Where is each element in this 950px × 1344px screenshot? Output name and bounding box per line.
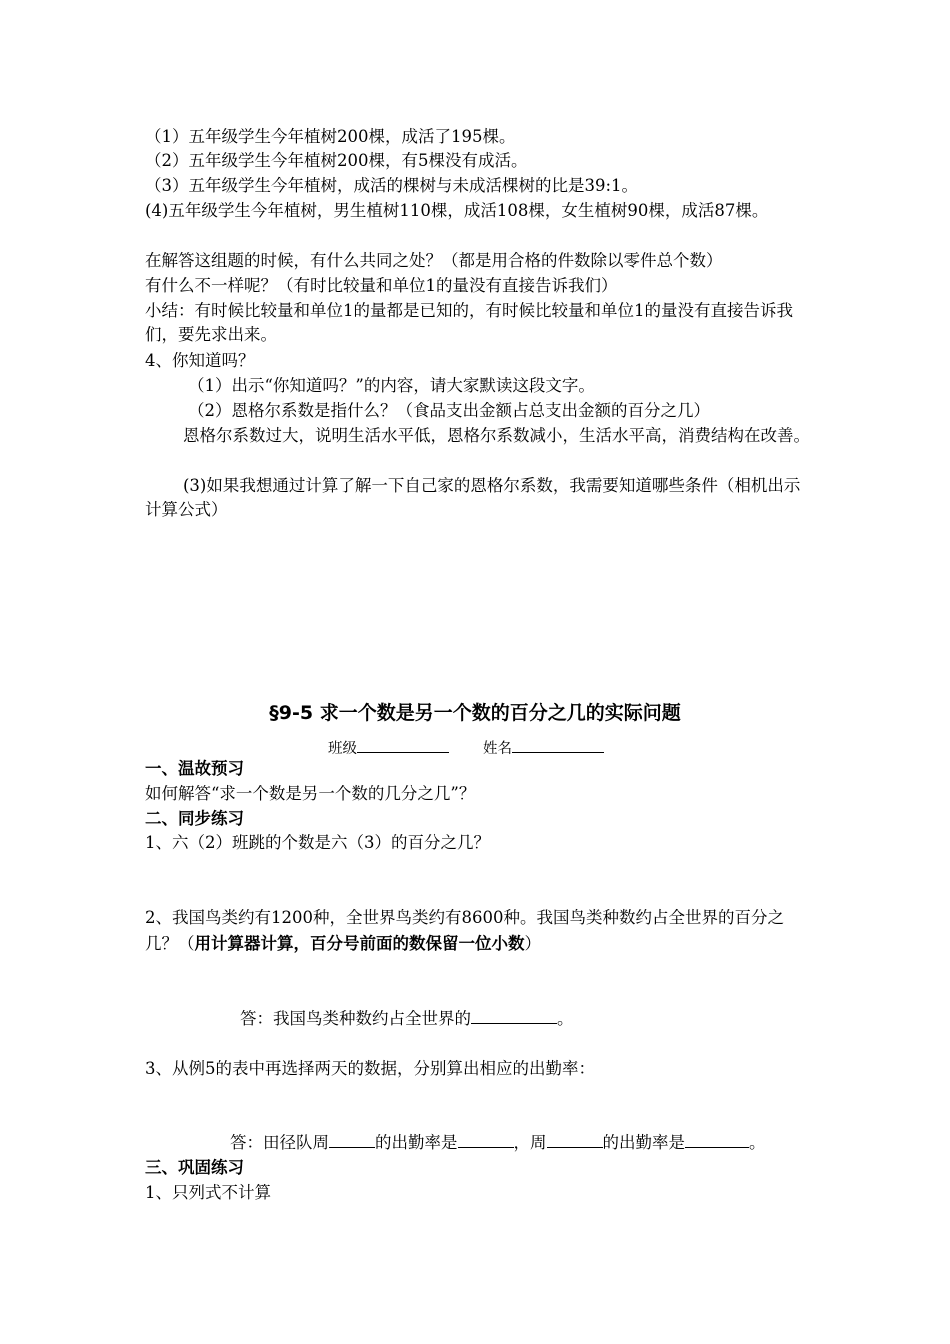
name-blank[interactable] — [512, 736, 604, 753]
difference-question: 有什么不一样呢？（有时比较量和单位1的量没有直接告诉我们） — [145, 276, 618, 295]
answer-3-rate-2-blank[interactable] — [685, 1131, 749, 1148]
consolidation-question-1: 1、只列式不计算 — [145, 1183, 271, 1202]
answer-2-prefix: 答：我国鸟类种数约占全世界的 — [240, 1009, 471, 1028]
summary-text: 小结：有时候比较量和单位1的量都是已知的，有时候比较量和单位1的量没有直接告诉我们，要先求出来。 — [145, 301, 793, 344]
class-name-line — [328, 736, 604, 759]
did-you-know-heading: 4、你知道吗？ — [145, 351, 255, 370]
engel-coefficient-text: 恩格尔系数过大，说明生活水平低，恩格尔系数减小，生活水平高，消费结构在改善。 — [183, 426, 810, 445]
answer-2-suffix: 。 — [557, 1009, 574, 1028]
tree-problem-2: （2）五年级学生今年植树200棵，有5棵没有成活。 — [145, 151, 528, 170]
section-3-heading: 三、巩固练习 — [145, 1158, 244, 1177]
sync-question-1: 1、六（2）班跳的个数是六（3）的百分之几？ — [145, 833, 490, 852]
section-1-question: 如何解答“求一个数是另一个数的几分之几”？ — [145, 784, 476, 803]
class-label: 班级 — [328, 741, 357, 757]
answer-3-rate-1-blank[interactable] — [458, 1131, 514, 1148]
answer-3-day-2-blank[interactable] — [547, 1131, 603, 1148]
did-you-know-item-2: （2）恩格尔系数是指什么？（食品支出金额占总支出金额的百分之几） — [188, 401, 710, 420]
tree-problem-3: （3）五年级学生今年植树，成活的棵树与未成活棵树的比是39:1。 — [145, 176, 639, 195]
sync-question-2-close: ） — [524, 934, 541, 953]
answer-2-blank[interactable] — [471, 1007, 557, 1024]
tree-problem-1: （1）五年级学生今年植树200棵，成活了195棵。 — [145, 127, 516, 146]
answer-3-part-a: 答：田径队周 — [230, 1133, 329, 1152]
answer-3-day-1-blank[interactable] — [329, 1131, 375, 1148]
section-1-heading: 一、温故预习 — [145, 759, 244, 778]
class-blank[interactable] — [357, 736, 449, 753]
sync-question-3: 3、从例5的表中再选择两天的数据，分别算出相应的出勤率： — [145, 1059, 595, 1078]
sync-question-2 — [145, 905, 815, 957]
answer-3-part-e: 。 — [749, 1133, 766, 1152]
common-question: 在解答这组题的时候，有什么共同之处？（都是用合格的件数除以零件总个数） — [145, 251, 723, 270]
answer-3-part-d: 的出勤率是 — [602, 1133, 685, 1152]
sync-question-3-answer — [230, 1131, 830, 1155]
sync-question-2-text: 2、我国鸟类约有1200种，全世界鸟类约有8600种。我国鸟类种数约占全世界的百分之几？（ — [145, 908, 784, 953]
worksheet-title: §9-5 求一个数是另一个数的百分之几的实际问题 — [269, 702, 681, 724]
tree-problem-4: (4)五年级学生今年植树，男生植树110棵，成活108棵，女生植树90棵，成活87棵。 — [145, 201, 769, 220]
sync-question-2-answer — [240, 1007, 910, 1031]
answer-3-part-b: 的出勤率是 — [375, 1133, 458, 1152]
did-you-know-item-1: （1）出示“你知道吗？”的内容，请大家默读这段文字。 — [188, 376, 595, 395]
section-2-heading: 二、同步练习 — [145, 809, 244, 828]
name-label: 姓名 — [483, 741, 512, 757]
answer-3-part-c: ，周 — [513, 1133, 547, 1152]
sync-question-2-bold-note: 用计算器计算，百分号前面的数保留一位小数 — [194, 934, 525, 953]
did-you-know-item-3: (3)如果我想通过计算了解一下自己家的恩格尔系数，我需要知道哪些条件（相机出示计算公式） — [145, 476, 801, 519]
